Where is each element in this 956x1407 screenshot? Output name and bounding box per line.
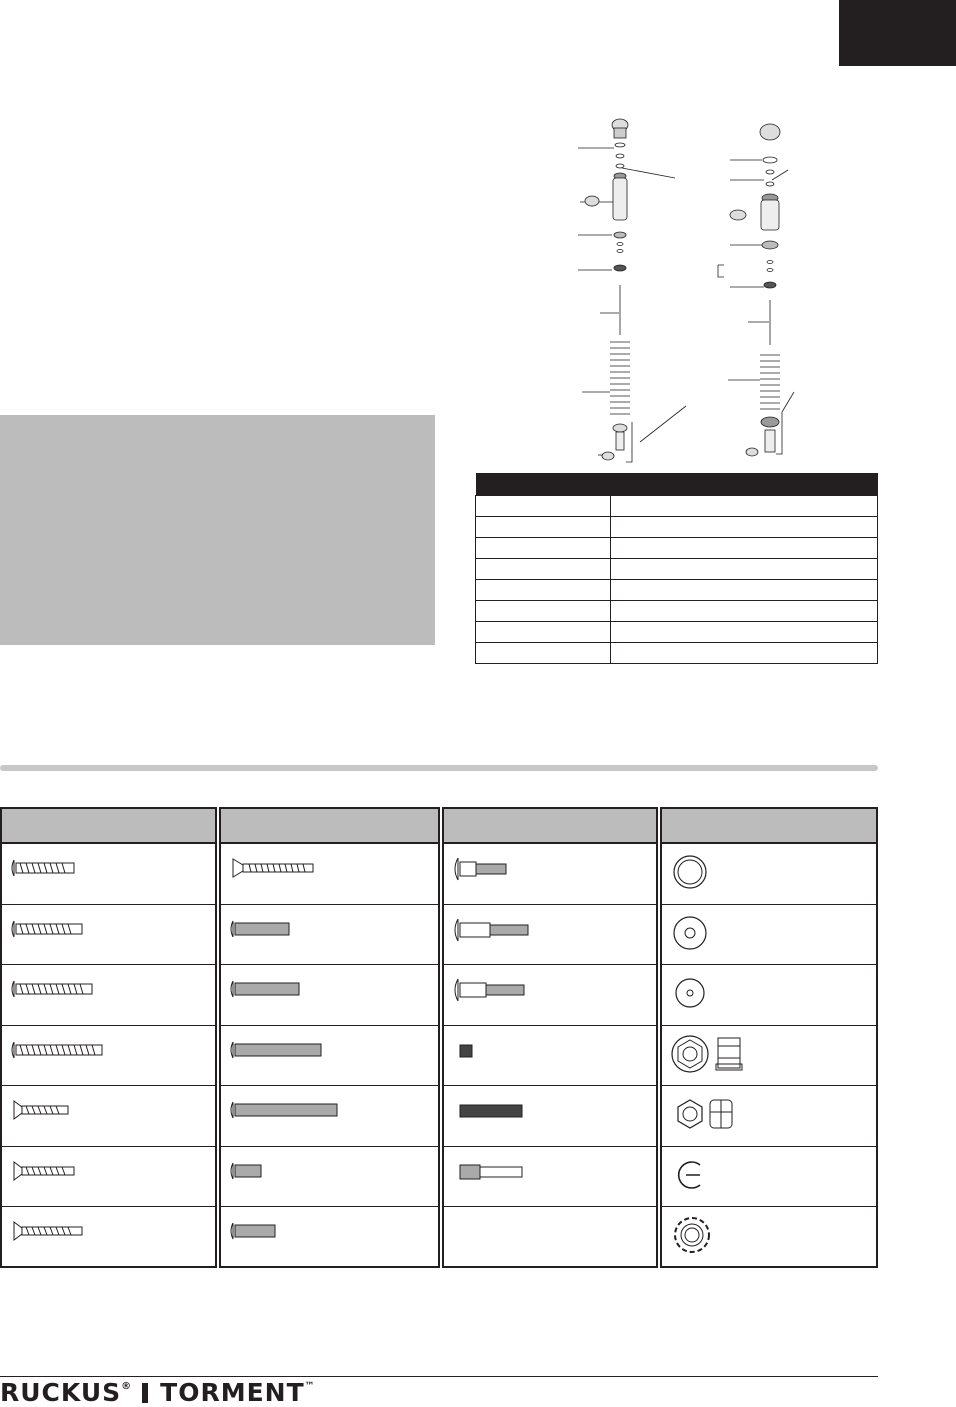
e-clip-icon: [662, 1147, 876, 1208]
empty-cell: [444, 1207, 656, 1268]
shoulder-screw-long-icon: [444, 905, 656, 966]
shock-parts-table: [475, 473, 878, 664]
flat-head-machine-screw-icon: [221, 844, 438, 905]
set-screw-short-icon: [444, 1026, 656, 1087]
shock-exploded-diagram: [540, 110, 870, 470]
registered-mark: ®: [121, 1381, 133, 1392]
button-head-screw-xlong-icon: [221, 1086, 438, 1147]
table-row: [476, 622, 878, 643]
brand-right: TORMENT: [160, 1378, 305, 1407]
table-row: [476, 580, 878, 601]
brand-logo: [0, 1378, 316, 1407]
shoulder-screw-short-icon: [444, 844, 656, 905]
left-shock-diagram: [578, 119, 686, 462]
shoulder-screw-medium-icon: [444, 965, 656, 1026]
button-head-screw-tiny-icon: [221, 1147, 438, 1208]
column-header: [444, 809, 656, 844]
set-screw-long-icon: [444, 1086, 656, 1147]
column-header: [221, 809, 438, 844]
pan-head-screw-xlong-icon: [2, 1026, 215, 1087]
table-row: [476, 538, 878, 559]
section-divider: [0, 765, 878, 771]
info-box: [0, 415, 435, 645]
hardware-grid: [0, 807, 878, 1268]
hardware-column-self-tapping: [0, 807, 217, 1268]
footer-rule: [0, 1376, 878, 1377]
table-row: [476, 643, 878, 664]
button-head-screw-long-icon: [221, 1026, 438, 1087]
flat-head-screw-medium-icon: [2, 1147, 215, 1208]
shaft-pin-icon: [444, 1147, 656, 1208]
star-washer-icon: [662, 1207, 876, 1268]
table-row: [476, 517, 878, 538]
hardware-column-machine-screws: [219, 807, 440, 1268]
table-row: [476, 496, 878, 517]
right-shock-diagram: [718, 124, 794, 456]
brand-left: RUCKUS: [0, 1378, 122, 1407]
washer-flat-icon: [662, 905, 876, 966]
button-head-screw-small-icon: [221, 1207, 438, 1268]
table-row: [476, 601, 878, 622]
button-head-screw-medium-icon: [221, 965, 438, 1026]
flanged-lock-nut-icon: [662, 1026, 876, 1087]
pan-head-screw-medium-icon: [2, 905, 215, 966]
page-corner-tab: [839, 0, 956, 66]
column-header: [662, 809, 876, 844]
washer-thin-icon: [662, 844, 876, 905]
flat-head-screw-long-icon: [2, 1207, 215, 1268]
table-header-row: [476, 473, 878, 496]
button-head-screw-short-icon: [221, 905, 438, 966]
flat-head-screw-short-icon: [2, 1086, 215, 1147]
washer-small-icon: [662, 965, 876, 1026]
hardware-column-washers-nuts: [660, 807, 878, 1268]
pan-head-screw-long-icon: [2, 965, 215, 1026]
lock-nut-icon: [662, 1086, 876, 1147]
brand-separator: [142, 1383, 148, 1403]
pan-head-screw-short-icon: [2, 844, 215, 905]
column-header: [2, 809, 215, 844]
hardware-column-shoulder-screws: [442, 807, 658, 1268]
table-row: [476, 559, 878, 580]
trademark-mark: ™: [304, 1381, 316, 1392]
